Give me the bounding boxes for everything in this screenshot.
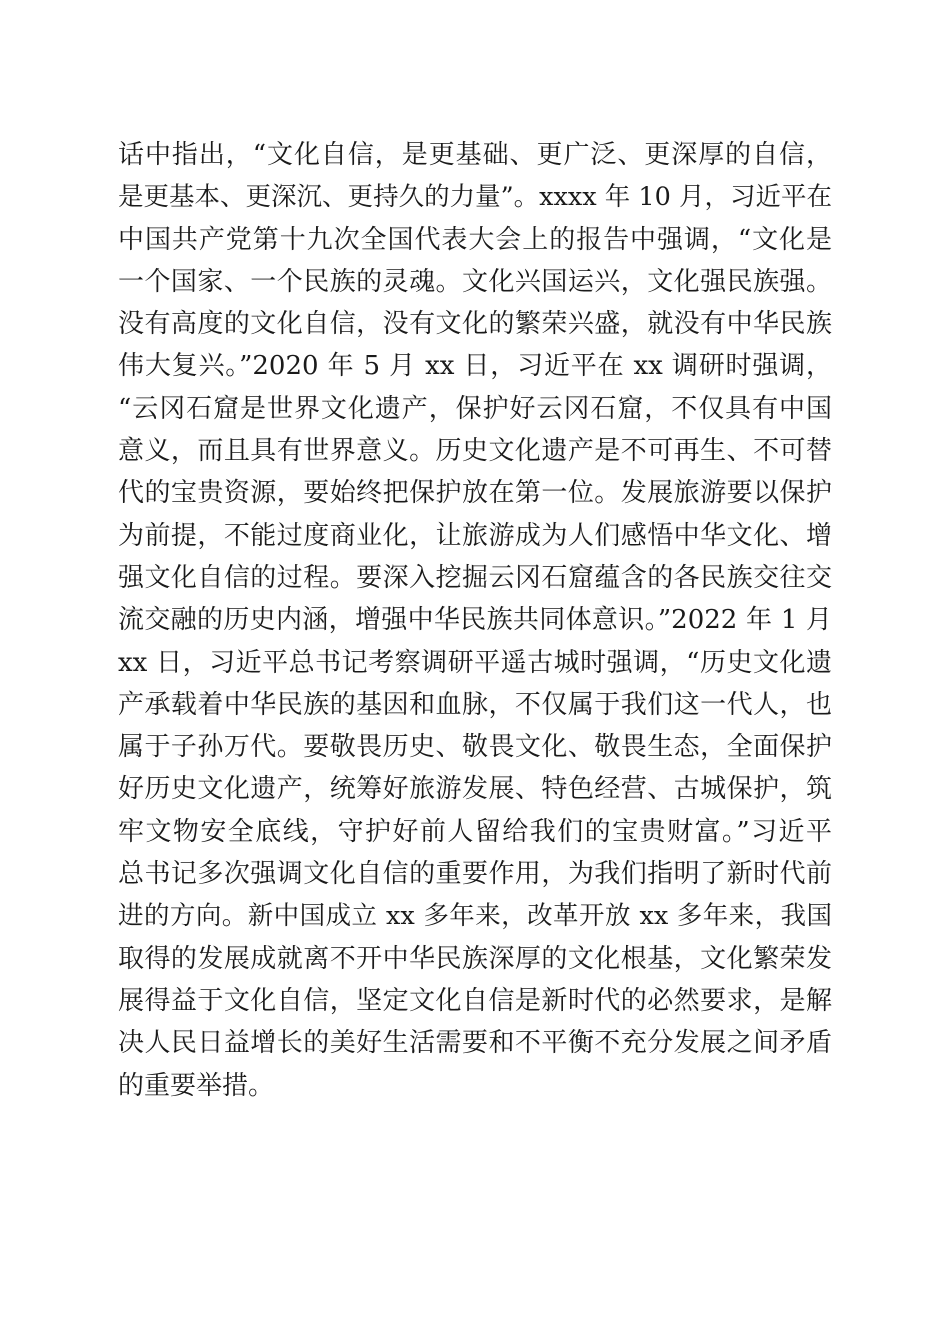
- text-line: 产承载着中华民族的基因和血脉，不仅属于我们这一代人，也: [118, 689, 832, 720]
- text-line: 意义，而且具有世界意义。历史文化遗产是不可再生、不可替: [118, 436, 832, 467]
- text-line: 的重要举措。: [118, 1070, 275, 1101]
- text-line: 展得益于文化自信，坚定文化自信是新时代的必然要求，是解: [118, 985, 832, 1016]
- text-line: 取得的发展成就离不开中华民族深厚的文化根基，文化繁荣发: [118, 943, 832, 974]
- text-line: 总书记多次强调文化自信的重要作用，为我们指明了新时代前: [118, 859, 832, 890]
- text-line: 强文化自信的过程。要深入挖掘云冈石窟蕴含的各民族交往交: [118, 562, 832, 593]
- text-line: 流交融的历史内涵，增强中华民族共同体意识。”2022 年 1 月: [118, 605, 832, 636]
- text-line: 进的方向。新中国成立 xx 多年来，改革开放 xx 多年来，我国: [118, 901, 832, 932]
- text-line: 是更基本、更深沉、更持久的力量”。xxxx 年 10 月，习近平在: [118, 182, 832, 213]
- text-line: xx 日，习近平总书记考察调研平遥古城时强调，“历史文化遗: [118, 647, 832, 678]
- text-line: “云冈石窟是世界文化遗产，保护好云冈石窟，不仅具有中国: [118, 393, 832, 424]
- text-line: 伟大复兴。”2020 年 5 月 xx 日，习近平在 xx 调研时强调，: [118, 351, 832, 382]
- text-line: 中国共产党第十九次全国代表大会上的报告中强调，“文化是: [118, 224, 832, 255]
- text-line: 属于子孙万代。要敬畏历史、敬畏文化、敬畏生态，全面保护: [118, 732, 832, 763]
- text-line: 话中指出，“文化自信，是更基础、更广泛、更深厚的自信，: [118, 140, 832, 170]
- text-line: 代的宝贵资源，要始终把保护放在第一位。发展旅游要以保护: [118, 478, 832, 509]
- text-line: 为前提，不能过度商业化，让旅游成为人们感悟中华文化、增: [118, 520, 832, 551]
- text-line: 牢文物安全底线，守护好前人留给我们的宝贵财富。”习近平: [118, 816, 832, 847]
- text-line: 一个国家、一个民族的灵魂。文化兴国运兴，文化强民族强。: [118, 266, 832, 297]
- text-line: 好历史文化遗产，统筹好旅游发展、特色经营、古城保护，筑: [118, 774, 832, 805]
- body-paragraph: [118, 134, 832, 1107]
- text-line: 决人民日益增长的美好生活需要和不平衡不充分发展之间矛盾: [118, 1028, 832, 1059]
- text-line: 没有高度的文化自信，没有文化的繁荣兴盛，就没有中华民族: [118, 309, 832, 340]
